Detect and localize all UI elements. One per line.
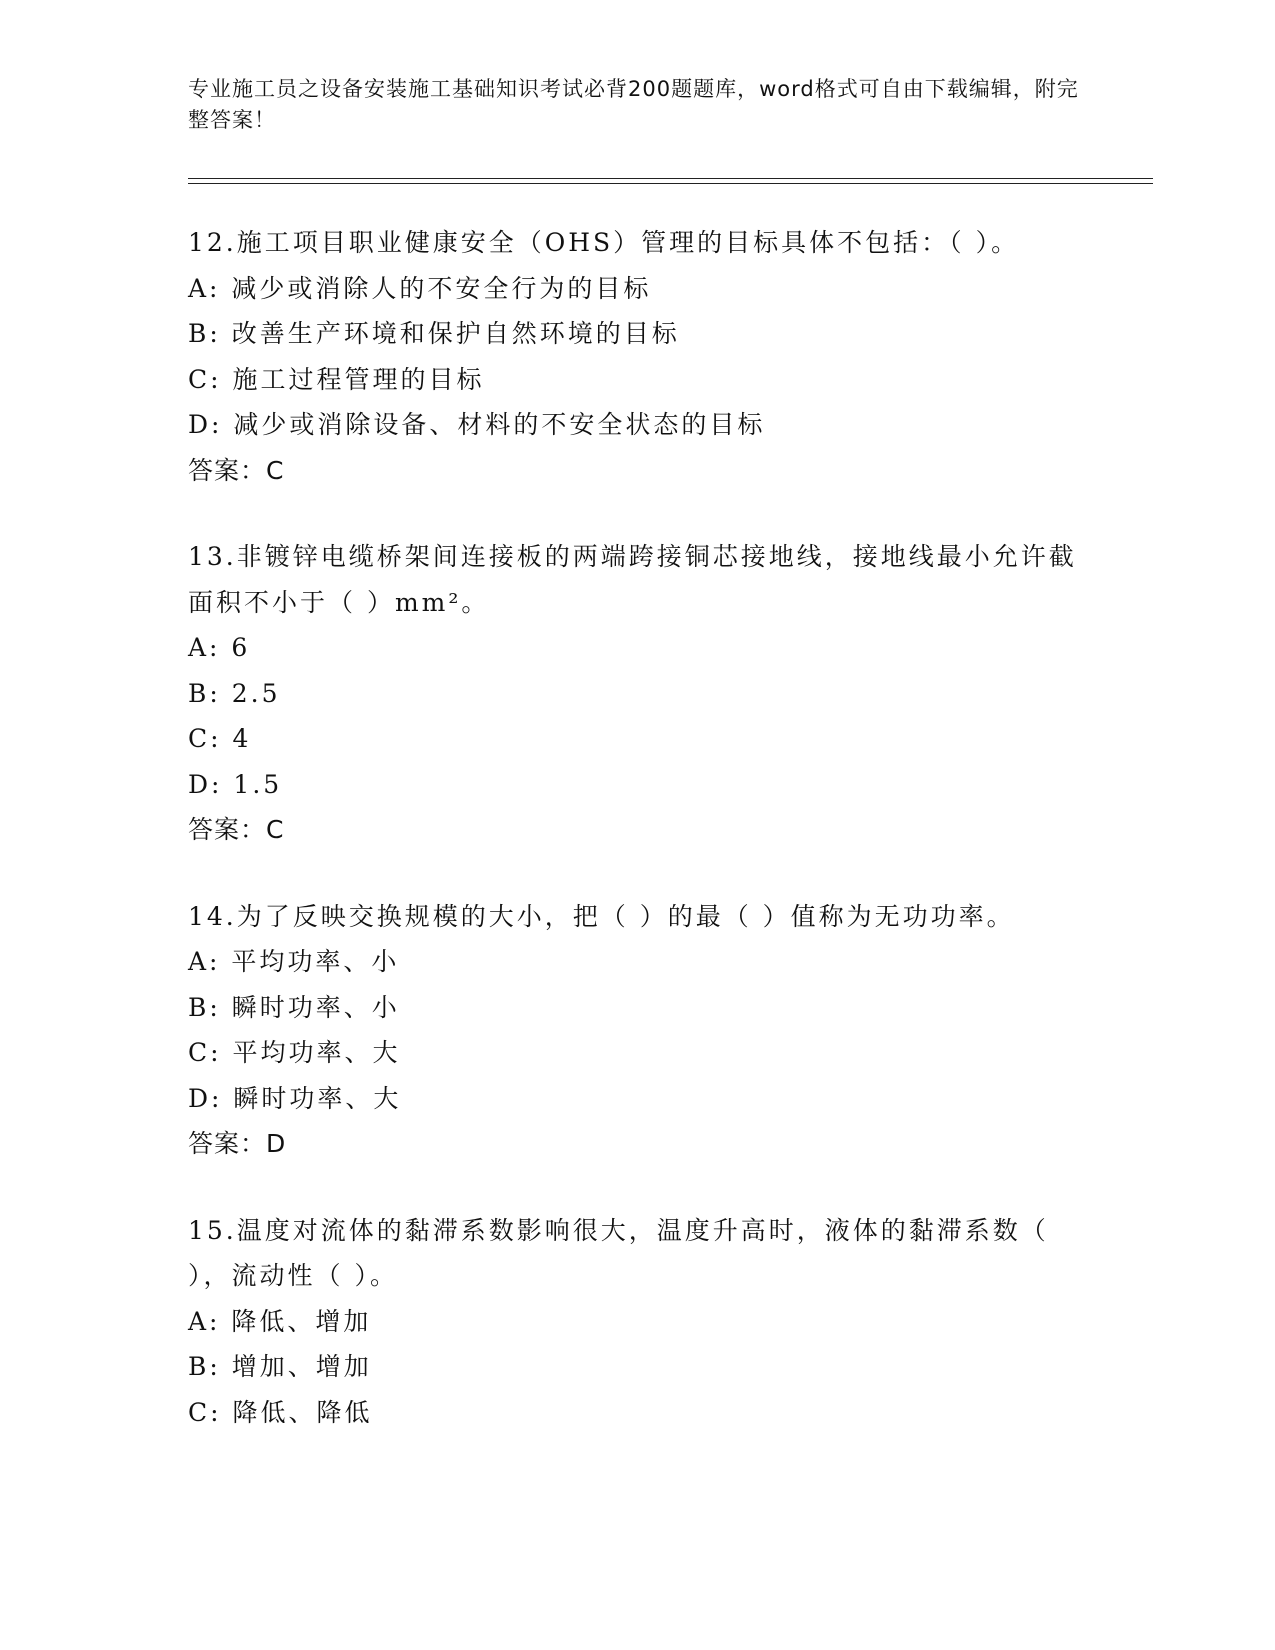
option-a: A: 减少或消除人的不安全行为的目标 xyxy=(188,273,652,303)
question-15 xyxy=(188,1208,1088,1436)
question-13 xyxy=(188,534,1088,853)
option-b: B: 2.5 xyxy=(188,678,281,708)
question-stem: 12.施工项目职业健康安全（OHS）管理的目标具体不包括：（ ）。 xyxy=(188,228,1020,257)
answer: 答案：C xyxy=(188,455,285,485)
option-c: C: 降低、降低 xyxy=(188,1397,373,1427)
answer: 答案：D xyxy=(188,1129,287,1158)
question-stem: 15.温度对流体的黏滞系数影响很大，温度升高时，液体的黏滞系数（ ），流动性（ ）。 xyxy=(188,1215,1060,1290)
option-d: D: 减少或消除设备、材料的不安全状态的目标 xyxy=(188,410,766,439)
question-list xyxy=(188,220,1088,1476)
option-d: D: 1.5 xyxy=(188,769,283,799)
question-stem: 14.为了反映交换规模的大小，把（ ）的最（ ）值称为无功功率。 xyxy=(188,901,1015,931)
header-divider xyxy=(188,178,1153,184)
option-a: A: 降低、增加 xyxy=(188,1306,372,1336)
answer: 答案：C xyxy=(188,815,285,844)
option-c: C: 施工过程管理的目标 xyxy=(188,364,485,394)
option-c: C: 4 xyxy=(188,724,252,753)
document-header: 专业施工员之设备安装施工基础知识考试必背200题题库，word格式可自由下载编辑，附完整答案！ xyxy=(188,77,1079,132)
option-a: A: 6 xyxy=(188,633,251,662)
option-b: B: 改善生产环境和保护自然环境的目标 xyxy=(188,319,680,348)
question-14 xyxy=(188,894,1088,1167)
option-b: B: 瞬时功率、小 xyxy=(188,992,400,1022)
question-12 xyxy=(188,220,1088,493)
option-c: C: 平均功率、大 xyxy=(188,1038,401,1067)
option-a: A: 平均功率、小 xyxy=(188,947,400,976)
question-stem: 13.非镀锌电缆桥架间连接板的两端跨接铜芯接地线，接地线最小允许截面积不小于（ ）mm²。 xyxy=(188,542,1077,617)
option-d: D: 瞬时功率、大 xyxy=(188,1083,402,1113)
option-b: B: 增加、增加 xyxy=(188,1352,372,1381)
